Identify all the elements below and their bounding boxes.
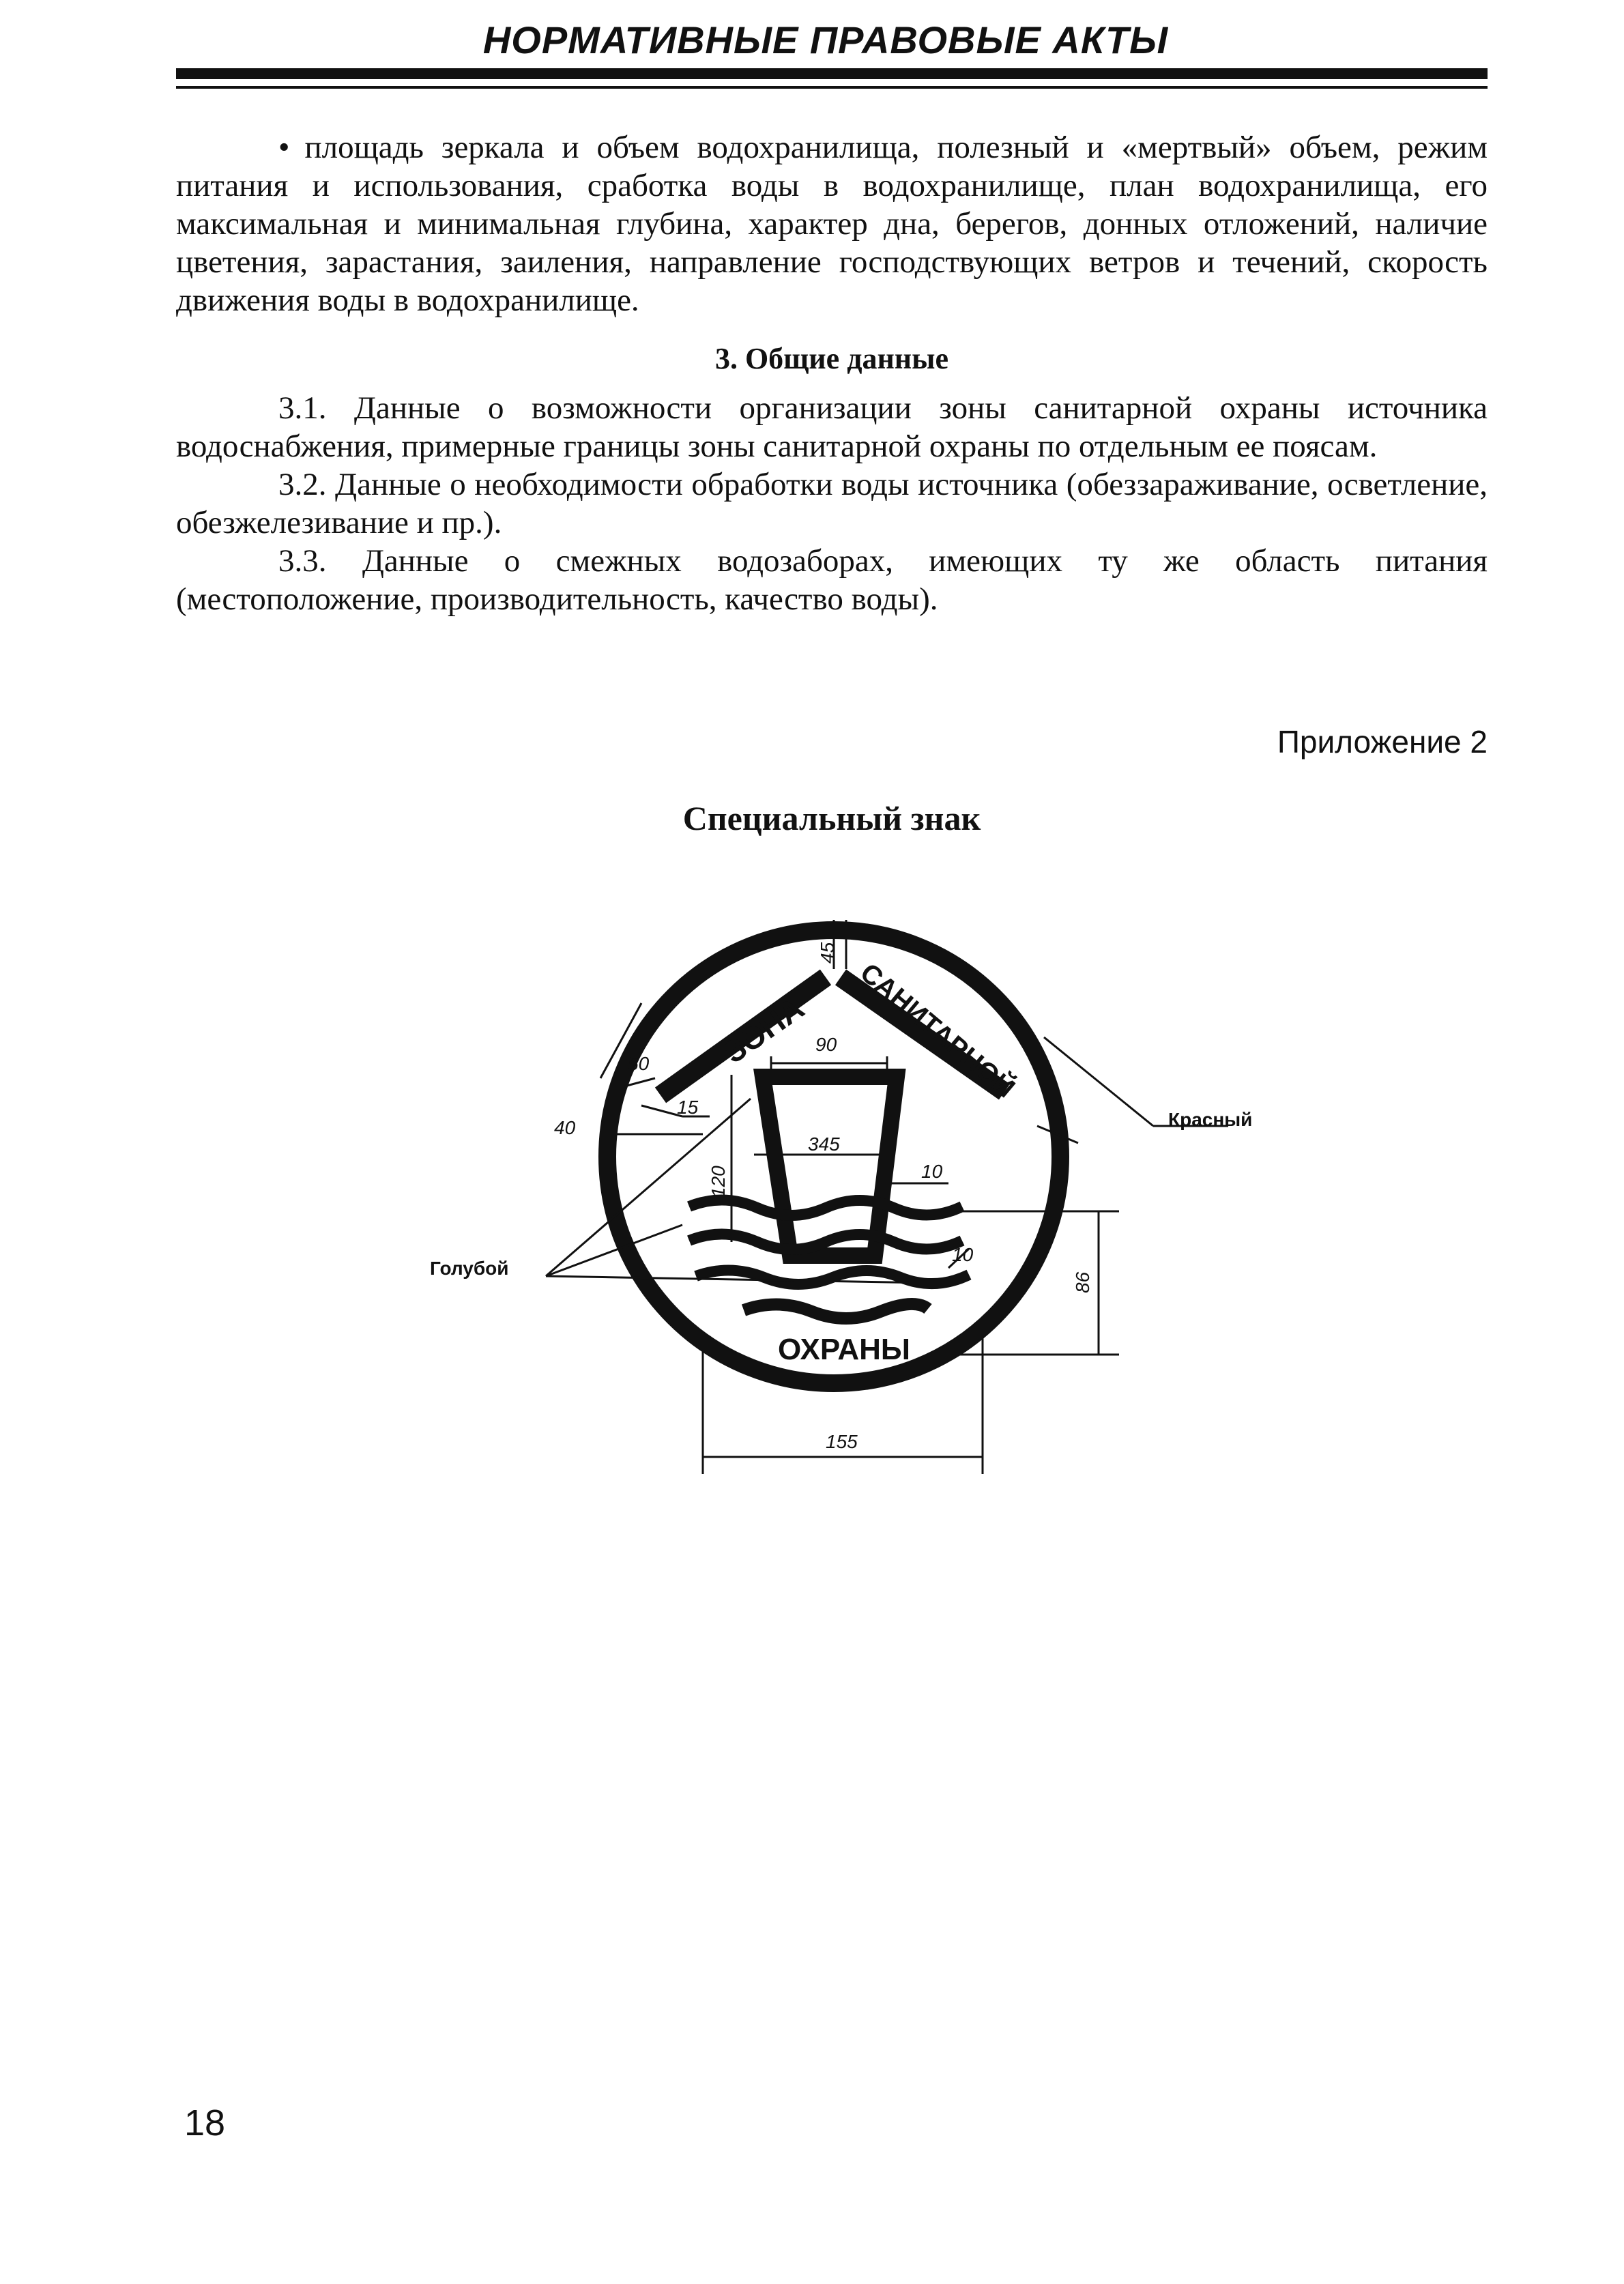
- dim-15: 15: [677, 1097, 699, 1118]
- dim-50: 50: [628, 1053, 650, 1074]
- paragraph-3-1: 3.1. Данные о возможности организации зоны санитарной охраны источника водоснабжения, примерные границы зоны санитарной охраны по отдельным ее поясам.: [176, 390, 1488, 464]
- dim-90: 90: [815, 1034, 837, 1055]
- dim-45: 45: [817, 942, 838, 964]
- sign-title: Специальный знак: [682, 799, 981, 837]
- dim-10a: 10: [921, 1161, 943, 1182]
- sign-text-sanitarnoy: САНИТАРНОЙ: [854, 957, 1021, 1104]
- paragraph-3-3: 3.3. Данные о смежных водозаборах, имеющих ту же область питания (местоположение, производительность, качество воды).: [176, 543, 1488, 617]
- paragraph-3-2: 3.2. Данные о необходимости обработки воды источника (обеззараживание, осветление, обезжелезивание и пр.).: [176, 467, 1488, 540]
- dim-345: 345: [808, 1133, 840, 1155]
- dim-155: 155: [826, 1431, 858, 1452]
- bullet-marker: •: [278, 130, 290, 165]
- dim-86: 86: [1072, 1271, 1093, 1293]
- sign-vessel: [763, 1077, 897, 1256]
- label-red: Красный: [1168, 1109, 1253, 1130]
- sign-text-okhrany: ОХРАНЫ: [778, 1333, 911, 1366]
- sign-wave-4: [744, 1304, 928, 1318]
- bullet-text: площадь зеркала и объем водохранилища, полезный и «мертвый» объем, режим питания и использования, сработка воды в водохранилище, план водохранилища, его максимальная и минимальная глубина, характер дна, берегов, донных отложений, наличие цветения, зарастания, заиления, направление господствующих ветров и течений, скорость движения воды в водохранилище.: [176, 130, 1488, 318]
- sign-wave-2: [689, 1234, 962, 1249]
- section-heading: 3. Общие данные: [714, 342, 949, 375]
- appendix-label: Приложение 2: [1277, 724, 1488, 760]
- sign-wave-1: [689, 1200, 962, 1215]
- running-header: НОРМАТИВНЫЕ ПРАВОВЫЕ АКТЫ: [482, 18, 1169, 61]
- page-number: 18: [184, 2102, 226, 2143]
- label-blue: Голубой: [430, 1258, 509, 1279]
- dim-40: 40: [554, 1117, 576, 1138]
- dim-10b: 10: [952, 1244, 974, 1265]
- dim-120: 120: [708, 1166, 729, 1198]
- sign-text-zona: ЗОНА: [716, 989, 811, 1071]
